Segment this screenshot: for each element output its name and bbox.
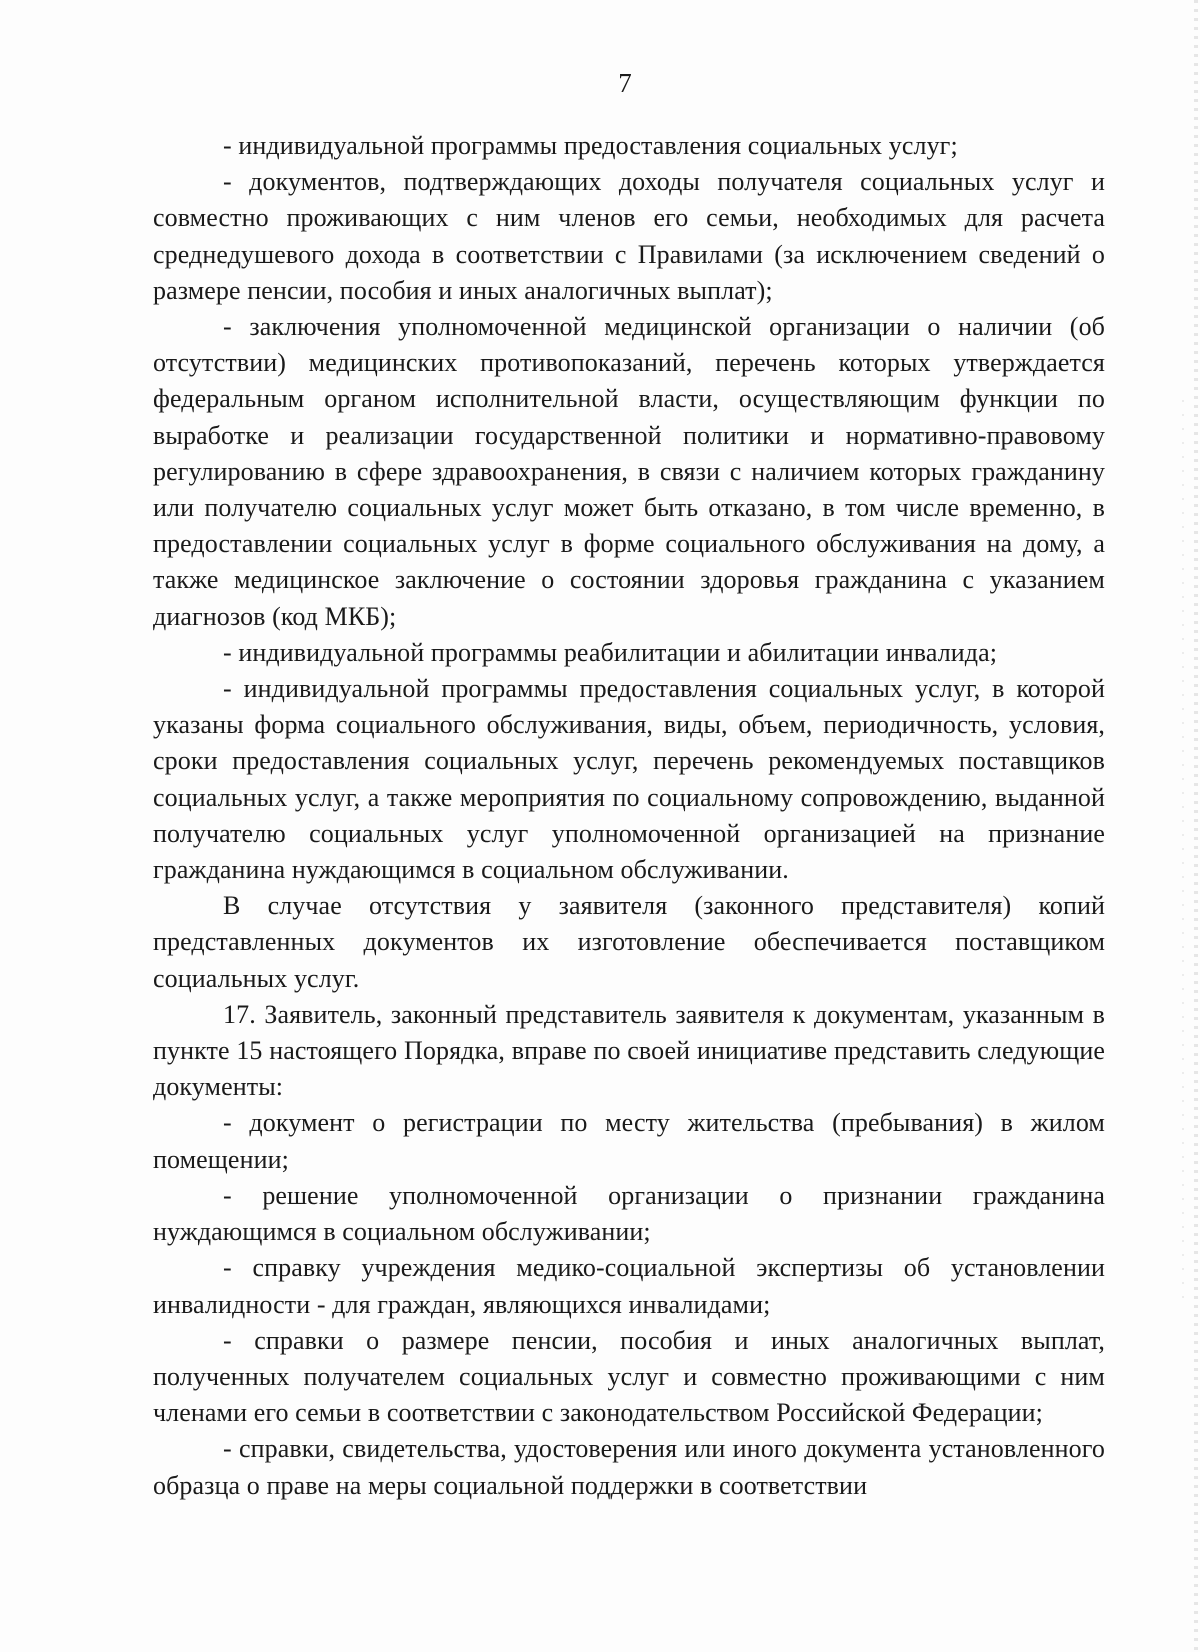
- paragraph-social-support-documents: - справки, свидетельства, удостоверения или иного документа установленного образца о праве на меры социальной поддержки в соответствии: [153, 1434, 1105, 1500]
- page-number: 7: [618, 68, 632, 98]
- paragraph-income-documents: - документов, подтверждающих доходы получателя социальных услуг и совместно проживающих с ним членов его семьи, необходимых для расчета среднедушевого дохода в соответствии с Правилами (за исключением сведений о размере пенсии, пособия и иных аналогичных выплат);: [153, 167, 1105, 305]
- paragraph-medical-conclusion: - заключения уполномоченной медицинской организации о наличии (об отсутствии) медицинских противопоказаний, перечень которых утверждается федеральным органом исполнительной власти, осуществляющим функции по выработке и реализации государственной политики и нормативно-правовому регулированию в сфере здравоохранения, в связи с наличием которых гражданину или получателю социальных услуг может быть отказано, в том числе временно, в предоставлении социальных услуг в форме социального обслуживания на дому, а также медицинское заключение о состоянии здоровья гражданина с указанием диагнозов (код МКБ);: [153, 312, 1105, 631]
- paragraph-copies-provision: В случае отсутствия у заявителя (законного представителя) копий представленных документов их изготовление обеспечивается поставщиком социальных услуг.: [153, 891, 1105, 993]
- paragraph-registration-document: - документ о регистрации по месту жительства (пребывания) в жилом помещении;: [153, 1108, 1105, 1174]
- paragraph-individual-program: - индивидуальной программы предоставления социальных услуг;: [223, 131, 958, 160]
- document-body: [153, 128, 1105, 1504]
- paragraph-rehabilitation-program: - индивидуальной программы реабилитации и абилитации инвалида;: [223, 637, 998, 667]
- paragraph-need-decision: - решение уполномоченной организации о признании гражданина нуждающимся в социальном обслуживании;: [153, 1180, 1105, 1247]
- scan-edge-artifact: [1194, 0, 1198, 1652]
- scan-edge-artifact-secondary: [1182, 400, 1184, 1300]
- paragraph-disability-certificate: - справку учреждения медико-социальной экспертизы об установлении инвалидности - для граждан, являющихся инвалидами;: [153, 1253, 1105, 1319]
- paragraph-pension-certificates: - справки о размере пенсии, пособия и иных аналогичных выплат, полученных получателем социальных услуг и совместно проживающими с ним членами его семьи в соответствии с законодательством Российской Федерации;: [153, 1325, 1105, 1428]
- paragraph-service-program-details: - индивидуальной программы предоставления социальных услуг, в которой указаны форма социального обслуживания, виды, объем, периодичность, условия, сроки предоставления социальных услуг, перечень рекомендуемых поставщиков социальных услуг, а также мероприятия по социальному сопровождению, выданной получателю социальных услуг уполномоченной организацией на признание гражданина нуждающимся в социальном обслуживании.: [153, 674, 1105, 885]
- paragraph-section-17: 17. Заявитель, законный представитель заявителя к документам, указанным в пункте 15 настоящего Порядка, вправе по своей инициативе представить следующие документы:: [153, 999, 1105, 1102]
